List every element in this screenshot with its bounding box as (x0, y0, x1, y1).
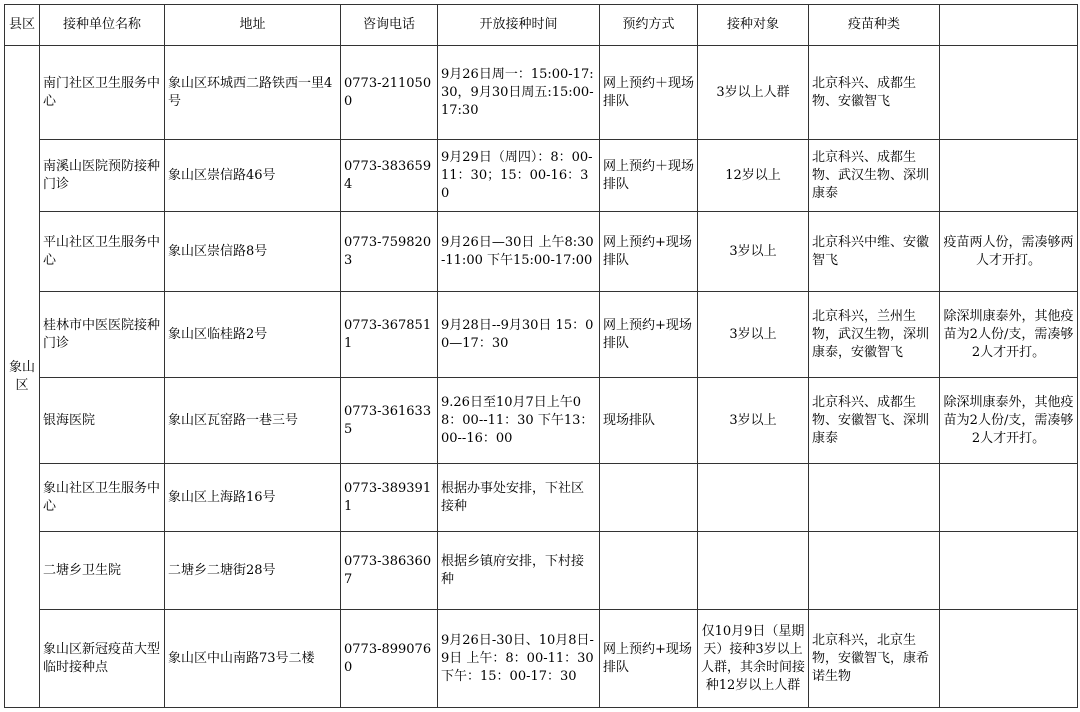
col-header-vaccine: 疫苗种类 (809, 5, 940, 46)
booking-cell (600, 532, 698, 610)
time-cell: 9月26日—30日 上午8:30-11:00 下午15:00-17:00 (438, 212, 600, 292)
note-cell (940, 532, 1078, 610)
note-cell (940, 610, 1078, 708)
vaccine-cell: 北京科兴，兰州生物，武汉生物，深圳康泰，安徽智飞 (809, 292, 940, 378)
note-cell: 除深圳康泰外，其他疫苗为2人份/支，需凑够2人才开打。 (940, 292, 1078, 378)
address-cell: 象山区上海路16号 (165, 464, 341, 532)
unit-cell: 银海医院 (40, 378, 165, 464)
address-cell: 二塘乡二塘街28号 (165, 532, 341, 610)
unit-cell: 象山区新冠疫苗大型临时接种点 (40, 610, 165, 708)
time-cell: 9月28日--9月30日 15：00—17：30 (438, 292, 600, 378)
vaccine-cell: 北京科兴，北京生物，安徽智飞，康希诺生物 (809, 610, 940, 708)
col-header-booking: 预约方式 (600, 5, 698, 46)
booking-cell: 网上预约＋现场排队 (600, 46, 698, 140)
vaccine-cell: 北京科兴、成都生物、武汉生物、深圳康泰 (809, 140, 940, 212)
note-cell: 除深圳康泰外，其他疫苗为2人份/支，需凑够2人才开打。 (940, 378, 1078, 464)
address-cell: 象山区临桂路2号 (165, 292, 341, 378)
header-row (5, 5, 1078, 46)
note-cell (940, 464, 1078, 532)
target-cell: 3岁以上 (698, 212, 809, 292)
address-cell: 象山区中山南路73号二楼 (165, 610, 341, 708)
target-cell: 3岁以上 (698, 378, 809, 464)
table-row (5, 292, 1078, 378)
col-header-county: 县区 (5, 5, 40, 46)
table-row (5, 378, 1078, 464)
target-cell: 3岁以上人群 (698, 46, 809, 140)
time-cell: 9月29日（周四）：8：00-11：30；15：00-16：30 (438, 140, 600, 212)
col-header-time: 开放接种时间 (438, 5, 600, 46)
address-cell: 象山区崇信路46号 (165, 140, 341, 212)
table-row (5, 212, 1078, 292)
booking-cell: 网上预约+现场排队 (600, 212, 698, 292)
booking-cell: 网上预约＋现场排队 (600, 140, 698, 212)
unit-cell: 桂林市中医医院接种门诊 (40, 292, 165, 378)
table-row (5, 532, 1078, 610)
time-cell: 根据办事处安排，下社区接种 (438, 464, 600, 532)
booking-cell (600, 464, 698, 532)
target-cell (698, 532, 809, 610)
time-cell: 9.26日至10月7日上午08：00--11：30 下午13：00--16：00 (438, 378, 600, 464)
time-cell: 9月26日周一：15:00-17:30，9月30日周五:15:00-17:30 (438, 46, 600, 140)
phone-cell: 0773-3836594 (341, 140, 438, 212)
unit-cell: 象山社区卫生服务中心 (40, 464, 165, 532)
time-cell: 9月26日-30日、10月8日-9日 上午：8：00-11：30 下午：15：00-17：30 (438, 610, 600, 708)
phone-cell: 0773-7598203 (341, 212, 438, 292)
booking-cell: 现场排队 (600, 378, 698, 464)
vaccine-cell: 北京科兴中维、安徽智飞 (809, 212, 940, 292)
booking-cell: 网上预约+现场排队 (600, 610, 698, 708)
address-cell: 象山区崇信路8号 (165, 212, 341, 292)
col-header-note (940, 5, 1078, 46)
unit-cell: 南溪山医院预防接种门诊 (40, 140, 165, 212)
vaccine-cell (809, 532, 940, 610)
phone-cell: 0773-8990760 (341, 610, 438, 708)
table-row (5, 140, 1078, 212)
target-cell: 仅10月9日（星期天）接种3岁以上人群，其余时间接种12岁以上人群 (698, 610, 809, 708)
col-header-unit: 接种单位名称 (40, 5, 165, 46)
address-cell: 象山区瓦窑路一巷三号 (165, 378, 341, 464)
target-cell (698, 464, 809, 532)
col-header-phone: 咨询电话 (341, 5, 438, 46)
phone-cell: 0773-2110500 (341, 46, 438, 140)
address-cell: 象山区环城西二路铁西一里4号 (165, 46, 341, 140)
phone-cell: 0773-3678511 (341, 292, 438, 378)
vaccination-sites-table (4, 4, 1078, 708)
table-row (5, 610, 1078, 708)
col-header-target: 接种对象 (698, 5, 809, 46)
booking-cell: 网上预约+现场排队 (600, 292, 698, 378)
phone-cell: 0773-3893911 (341, 464, 438, 532)
table-row (5, 46, 1078, 140)
target-cell: 3岁以上 (698, 292, 809, 378)
phone-cell: 0773-3616335 (341, 378, 438, 464)
col-header-address: 地址 (165, 5, 341, 46)
unit-cell: 二塘乡卫生院 (40, 532, 165, 610)
vaccine-cell: 北京科兴、成都生物、安徽智飞、深圳康泰 (809, 378, 940, 464)
unit-cell: 平山社区卫生服务中心 (40, 212, 165, 292)
phone-cell: 0773-3863607 (341, 532, 438, 610)
vaccine-cell: 北京科兴、成都生物、安徽智飞 (809, 46, 940, 140)
target-cell: 12岁以上 (698, 140, 809, 212)
vaccine-cell (809, 464, 940, 532)
table-row (5, 464, 1078, 532)
note-cell (940, 140, 1078, 212)
note-cell: 疫苗两人份，需凑够两人才开打。 (940, 212, 1078, 292)
county-cell: 象山区 (5, 46, 40, 708)
note-cell (940, 46, 1078, 140)
unit-cell: 南门社区卫生服务中心 (40, 46, 165, 140)
time-cell: 根据乡镇府安排，下村接种 (438, 532, 600, 610)
